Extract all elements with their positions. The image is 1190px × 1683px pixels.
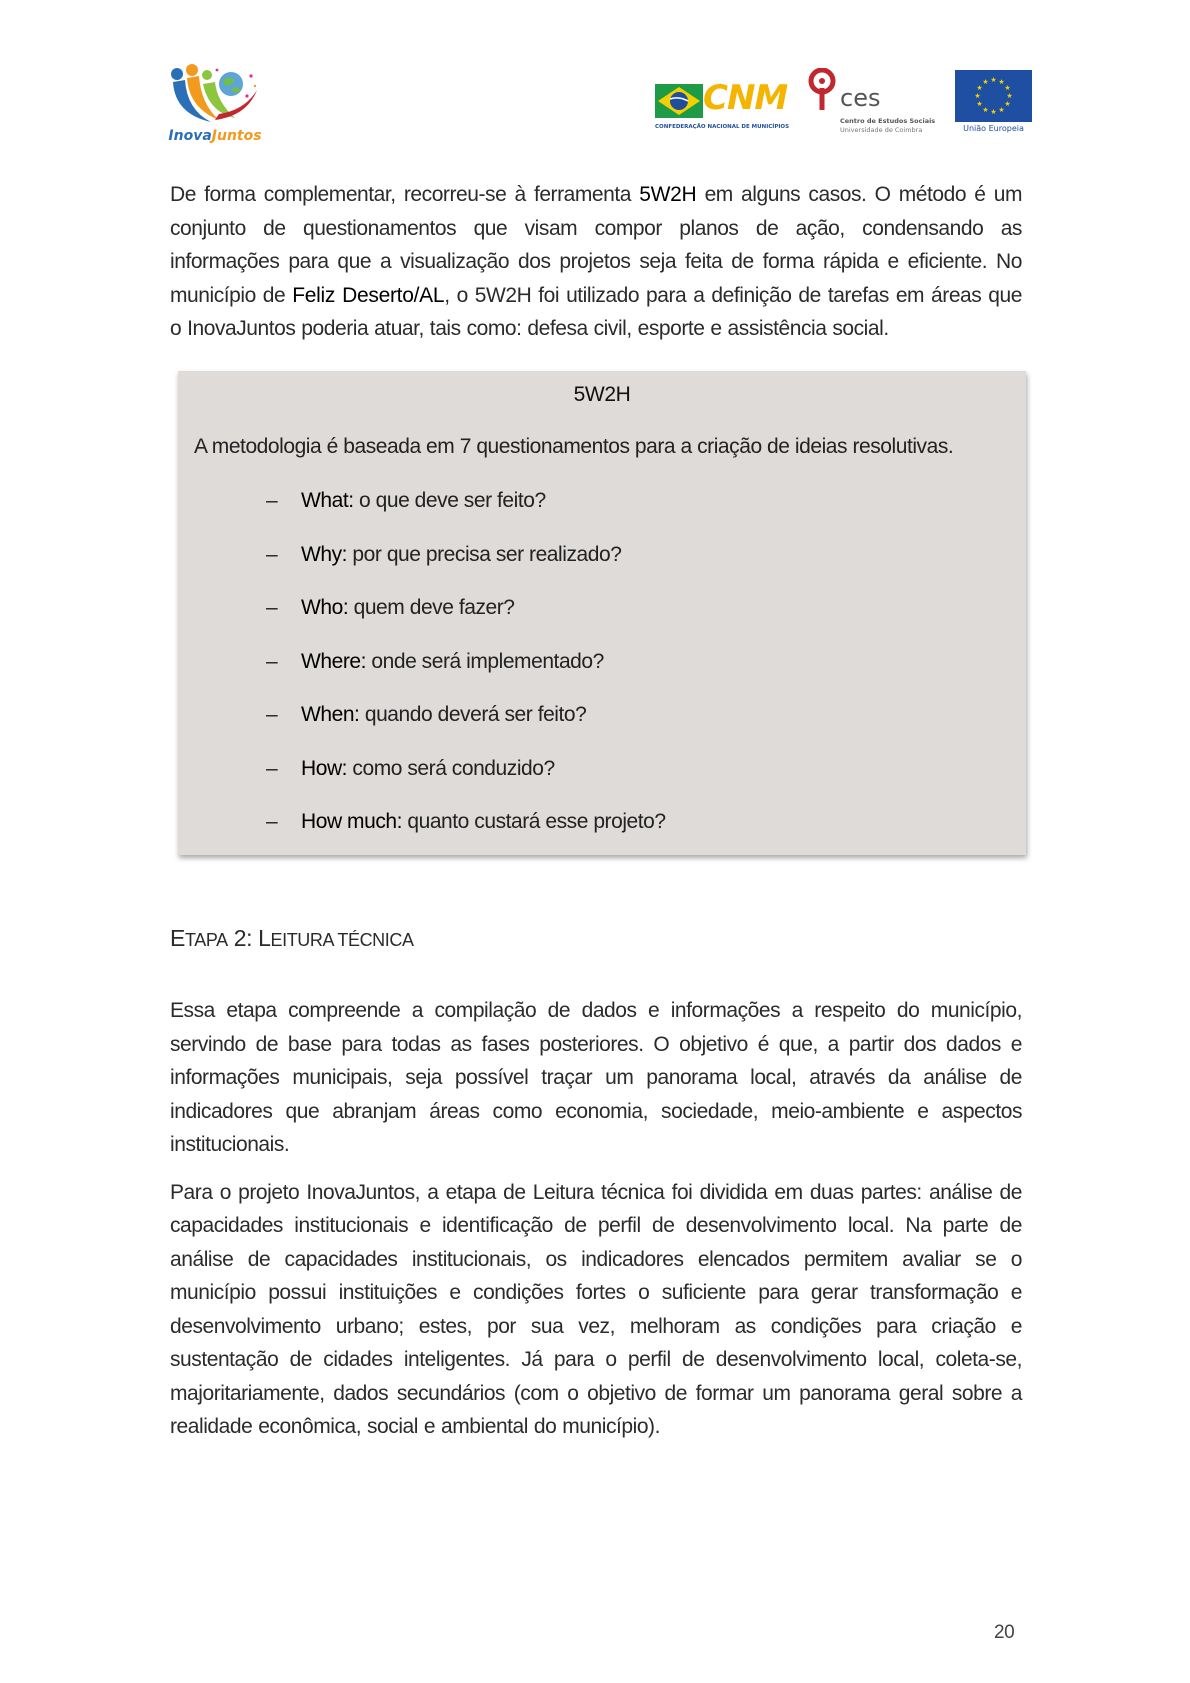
svg-text:★: ★ (998, 106, 1005, 114)
cnm-letters: CNM (703, 78, 788, 118)
5w2h-info-box (178, 371, 1026, 855)
cnm-caption: CONFEDERAÇÃO NACIONAL DE MUNICÍPIOS (655, 124, 790, 130)
dash-bullet: – (266, 649, 278, 673)
svg-text:★: ★ (976, 100, 983, 108)
body-section (170, 994, 1022, 1444)
cnm-logo (655, 76, 790, 136)
dash-bullet: – (266, 756, 278, 780)
eu-flag-icon (955, 70, 1032, 122)
svg-text:★: ★ (1006, 92, 1013, 100)
list-item: – How: como será conduzido? (266, 756, 555, 780)
ces-name: Centro de Estudos Sociais (840, 117, 936, 125)
tool-name: 5W2H (639, 183, 697, 206)
svg-text:★: ★ (974, 92, 981, 100)
ces-university: Universidade de Coimbra (840, 126, 923, 134)
dash-bullet: – (266, 810, 278, 833)
svg-text:★: ★ (982, 78, 989, 86)
svg-text:★: ★ (976, 84, 983, 92)
body-paragraph: Para o projeto InovaJuntos, a etapa de Leitura técnica foi dividida em duas partes: análise de capacidades institucionais e identificação de perfil de desenvolvimento local. Na parte de análise de capacidades institucionais, os indicadores elencados permitem avaliar se o município possui instituições e condições fortes o suficiente para gerar transformação e desenvolvimento urbano; estes, por sua vez, melhoram as condições para criação e sustentação de cidades inteligentes. Já para o perfil de desenvolvimento local, coleta-se, majoritariamente, dados secundários (com o objetivo de formar um panorama geral sobre a realidade econômica, social e ambiental do município). (170, 1180, 1022, 1438)
intro-section (170, 178, 1022, 346)
box-title: 5W2H (573, 383, 631, 406)
svg-text:★: ★ (1004, 84, 1011, 92)
list-item: – Where: onde será implementado? (266, 649, 604, 673)
dash-bullet: – (266, 596, 278, 619)
ces-wordmark: ces (840, 84, 881, 112)
inovajuntos-emblem-icon (165, 62, 265, 128)
municipality-name: Feliz Deserto/AL (292, 283, 445, 307)
inovajuntos-logo (165, 62, 265, 152)
svg-text:★: ★ (1004, 100, 1011, 108)
intro-paragraph: De forma complementar, recorreu-se à ferramenta 5W2H em alguns casos. O método é um conjunto de questionamentos que visam compor planos de ação, condensando as informações para que a visualização dos projetos seja feita de forma rápida e eficiente. No município de Feliz Deserto/AL, o 5W2H foi utilizado para a definição de tarefas em áreas que o InovaJuntos poderia atuar, tais como: defesa civil, esporte e assistência social. (170, 183, 1022, 340)
ces-logo (808, 68, 938, 138)
svg-text:★: ★ (990, 76, 997, 84)
list-item: – Who: quem deve fazer? (266, 596, 515, 619)
section-heading: ETAPA 2: LEITURA TÉCNICA (170, 925, 414, 951)
dash-bullet: – (266, 703, 278, 726)
list-item: – How much: quanto custará esse projeto? (266, 810, 666, 833)
list-item: – What: o que deve ser feito? (266, 489, 546, 512)
svg-text:★: ★ (990, 108, 997, 116)
dash-bullet: – (266, 489, 278, 512)
dash-bullet: – (266, 542, 278, 566)
page-number: 20 (994, 1622, 1015, 1643)
body-paragraph: Essa etapa compreende a compilação de dados e informações a respeito do município, servindo de base para todas as fases posteriores. O objetivo é que, a partir dos dados e informações municipais, seja possível traçar um panorama local, através da análise de indicadores que abranjam áreas como economia, sociedade, meio-ambiente e aspectos institucionais. (170, 999, 1022, 1156)
eu-logo (955, 70, 1032, 136)
box-intro: A metodologia é baseada em 7 questionamentos para a criação de ideias resolutivas. (194, 435, 954, 458)
question-list (266, 489, 666, 864)
ces-emblem-icon (808, 68, 838, 112)
list-item: – When: quando deverá ser feito? (266, 703, 587, 726)
eu-caption: União Europeia (963, 124, 1024, 133)
svg-text:★: ★ (982, 106, 989, 114)
inovajuntos-wordmark: InovaJuntos (168, 128, 262, 144)
svg-text:★: ★ (998, 78, 1005, 86)
list-item: – Why: por que precisa ser realizado? (266, 542, 622, 566)
page-header (0, 0, 1190, 160)
